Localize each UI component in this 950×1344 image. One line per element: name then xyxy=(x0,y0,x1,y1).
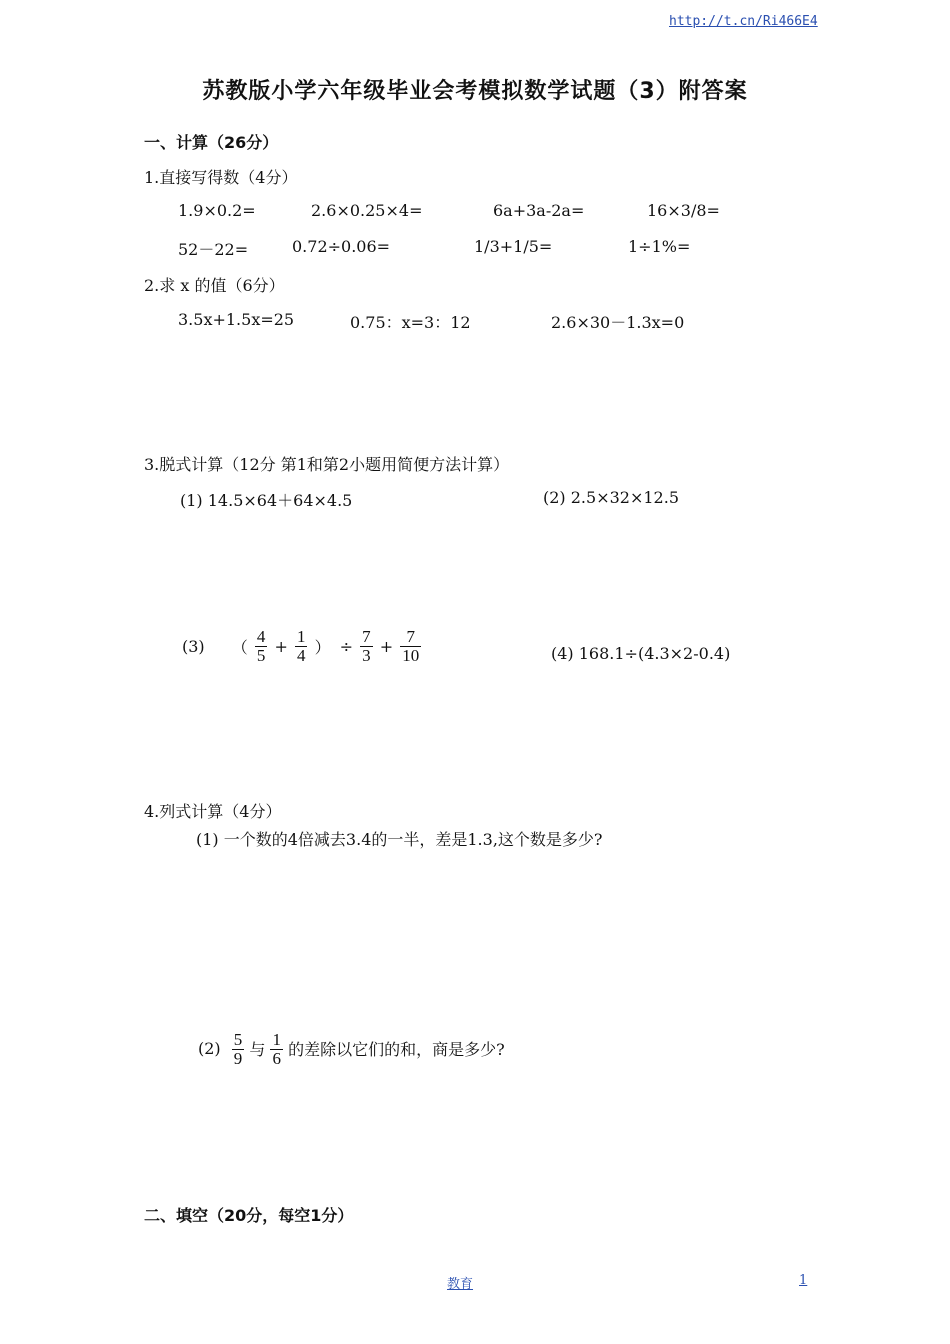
fraction-numerator: 4 xyxy=(256,627,266,646)
q3-label: 3.脱式计算（12分 第1和第2小题用简便方法计算） xyxy=(144,455,510,474)
q1-label: 1.直接写得数（4分） xyxy=(144,168,298,187)
fraction-numerator: 7 xyxy=(400,628,421,647)
q4-label: 4.列式计算（4分） xyxy=(144,802,282,821)
q3-part-4: (4) 168.1÷(4.3×2-0.4) xyxy=(551,644,731,663)
q3-part-3 xyxy=(180,628,421,665)
q4-part-2 xyxy=(196,1031,505,1065)
section-1-heading: 一、计算（26分） xyxy=(144,133,279,152)
plus-sign: + xyxy=(274,636,288,656)
fraction-1-4 xyxy=(295,628,308,665)
q4-part-2-number: (2) xyxy=(198,1038,221,1058)
q1-item-4: 16×3/8= xyxy=(647,201,720,220)
fraction-4-5 xyxy=(255,628,268,665)
q1-item-8: 1÷1%= xyxy=(628,237,691,256)
fraction-numerator: 1 xyxy=(296,627,306,646)
fraction-denominator: 5 xyxy=(256,645,266,665)
fraction-numerator: 1 xyxy=(272,1031,281,1049)
q3-part-2: (2) 2.5×32×12.5 xyxy=(543,488,679,507)
header-url-link[interactable]: http://t.cn/Ri466E4 xyxy=(669,14,818,29)
fraction-denominator: 6 xyxy=(272,1048,281,1065)
plus-sign: + xyxy=(379,636,394,656)
with-text: 与 xyxy=(249,1039,266,1059)
q1-item-7: 1/3+1/5= xyxy=(474,237,553,256)
q2-item-2: 0.75：x=3：12 xyxy=(350,313,471,332)
fraction-denominator: 10 xyxy=(402,645,420,665)
fraction-7-10 xyxy=(400,628,421,665)
q1-item-3: 6a+3a-2a= xyxy=(493,201,585,220)
section-2-heading: 二、填空（20分，每空1分） xyxy=(144,1206,354,1225)
fraction-1-6 xyxy=(270,1031,283,1065)
fraction-5-9-clip xyxy=(232,1031,245,1065)
page-number[interactable]: 1 xyxy=(799,1273,808,1288)
q2-label: 2.求 x 的值（6分） xyxy=(144,276,285,295)
q2-item-3: 2.6×30－1.3x=0 xyxy=(551,313,685,332)
fraction-denominator: 3 xyxy=(362,645,371,665)
fraction-denominator: 9 xyxy=(233,1048,243,1065)
open-paren: （ xyxy=(231,637,248,657)
q4-part-2-text: 的差除以它们的和，商是多少? xyxy=(288,1039,505,1059)
footer-link[interactable]: 教育 xyxy=(447,1277,474,1292)
fraction-7-3 xyxy=(360,628,373,665)
fraction-denominator: 4 xyxy=(296,645,306,665)
fraction-numerator: 7 xyxy=(362,627,371,646)
q1-item-5: 52－22= xyxy=(178,240,249,259)
fraction-numerator: 5 xyxy=(233,1031,243,1049)
q1-item-2: 2.6×0.25×4= xyxy=(311,201,423,220)
divide-sign: ÷ xyxy=(339,636,354,656)
q4-part-1: (1) 一个数的4倍减去3.4的一半，差是1.3,这个数是多少? xyxy=(196,830,603,849)
q3-part-1: (1) 14.5×64＋64×4.5 xyxy=(180,491,353,510)
q2-item-1: 3.5x+1.5x=25 xyxy=(178,310,295,329)
fraction-1-6-clip xyxy=(270,1031,283,1065)
q3-part-3-number: (3) xyxy=(182,636,205,656)
page-title: 苏教版小学六年级毕业会考模拟数学试题（3）附答案 xyxy=(202,79,748,104)
q1-item-6: 0.72÷0.06= xyxy=(292,237,391,256)
fraction-5-9 xyxy=(232,1031,245,1065)
q1-item-1: 1.9×0.2= xyxy=(178,201,256,220)
close-paren: ） xyxy=(314,637,331,657)
